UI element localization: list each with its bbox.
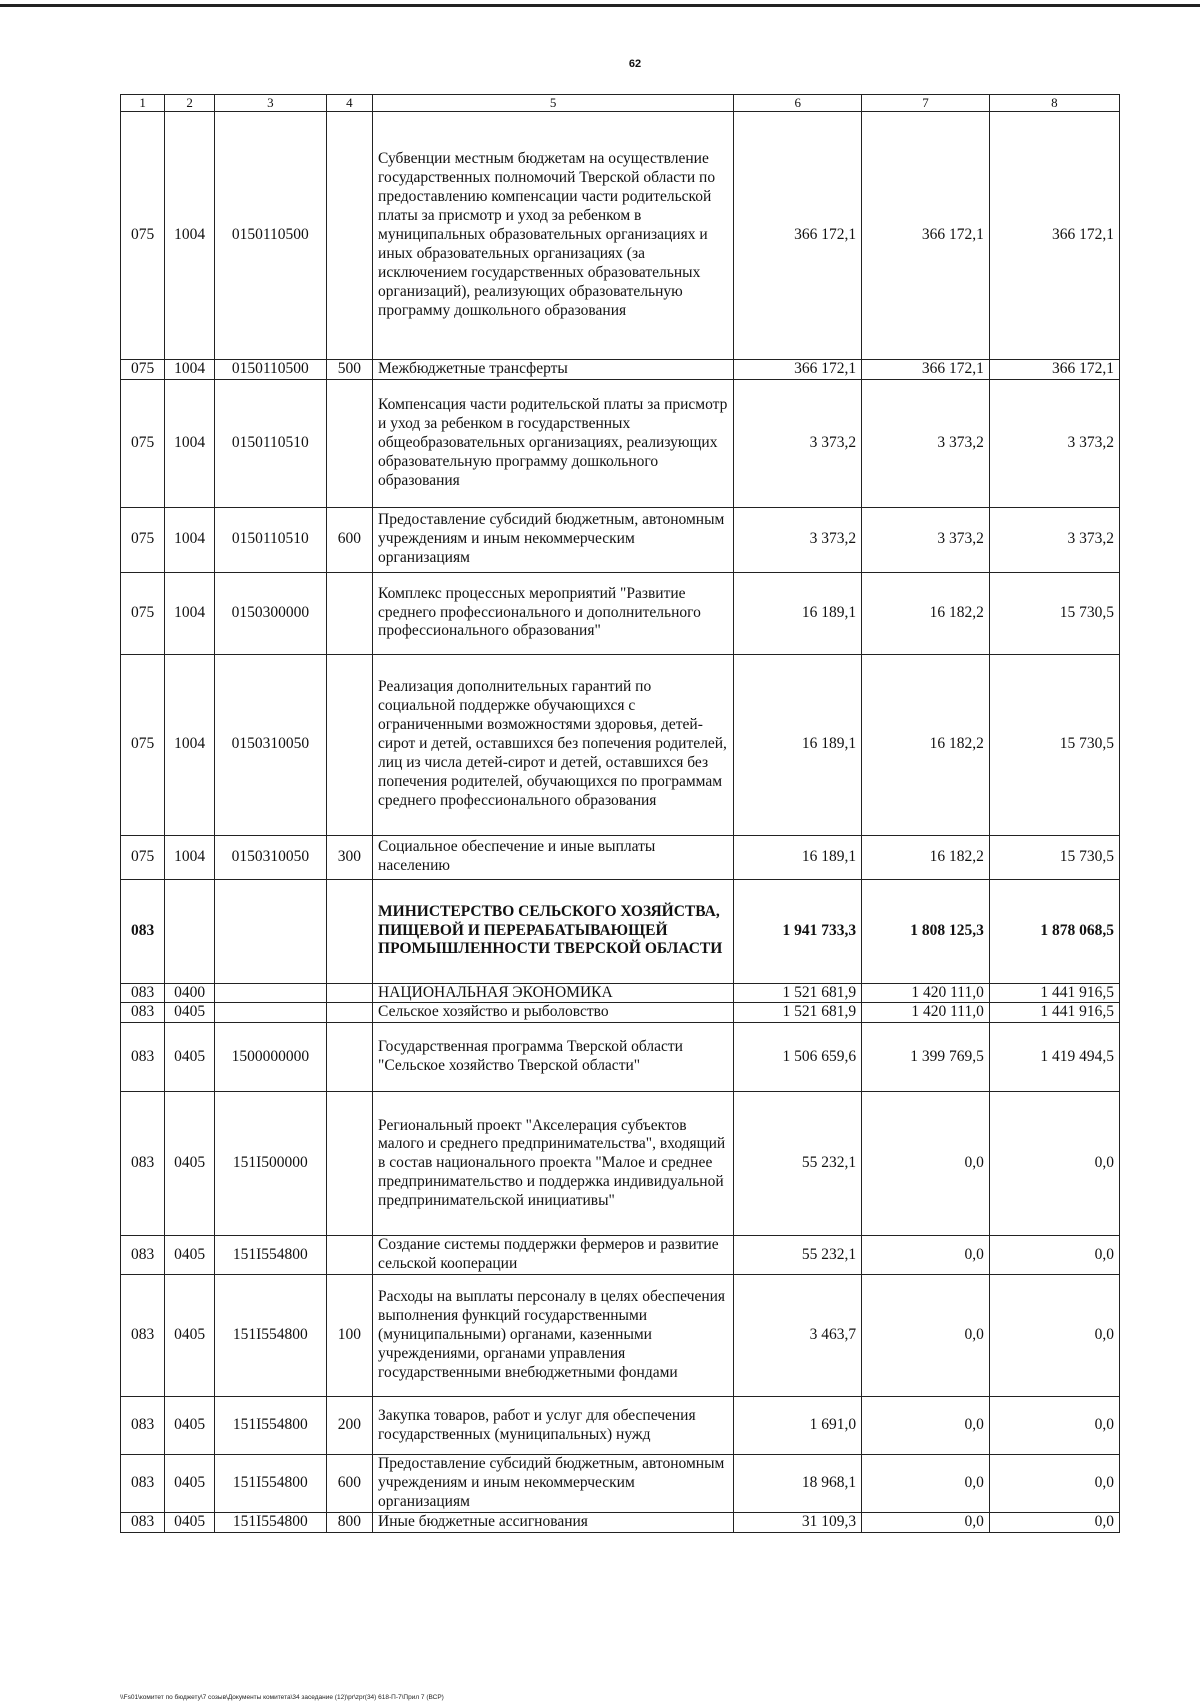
value-year-2: 1 420 111,0: [862, 983, 990, 1003]
admin-code: 083: [121, 983, 165, 1003]
value-year-3: 0,0: [989, 1455, 1119, 1513]
section-code: 1004: [165, 360, 215, 380]
description: Создание системы поддержки фермеров и развитие сельской кооперации: [373, 1236, 734, 1275]
expense-type-code: 500: [326, 360, 372, 380]
description: Иные бюджетные ассигнования: [373, 1512, 734, 1532]
column-number-row: [121, 95, 1120, 112]
value-year-1: 1 941 733,3: [734, 879, 862, 983]
value-year-3: 0,0: [989, 1092, 1119, 1236]
section-code: 0405: [165, 1275, 215, 1397]
description: НАЦИОНАЛЬНАЯ ЭКОНОМИКА: [373, 983, 734, 1003]
value-year-2: 1 399 769,5: [862, 1023, 990, 1092]
value-year-3: 15 730,5: [989, 654, 1119, 835]
section-code: 1004: [165, 835, 215, 879]
description: Межбюджетные трансферты: [373, 360, 734, 380]
expense-type-code: [326, 1092, 372, 1236]
target-article-code: 0150300000: [215, 572, 327, 654]
target-article-code: 1500000000: [215, 1023, 327, 1092]
target-article-code: 151I554800: [215, 1236, 327, 1275]
table-row: [121, 112, 1120, 360]
section-code: 0400: [165, 983, 215, 1003]
admin-code: 083: [121, 1023, 165, 1092]
description: Расходы на выплаты персоналу в целях обеспечения выполнения функций государственными (муниципальными) органами, казенными учреждениями, органами управления государственными внебюджетными фондами: [373, 1275, 734, 1397]
expense-type-code: [326, 1023, 372, 1092]
section-code: 1004: [165, 654, 215, 835]
admin-code: 083: [121, 1397, 165, 1455]
section-code: 1004: [165, 380, 215, 508]
value-year-3: 0,0: [989, 1236, 1119, 1275]
value-year-1: 1 521 681,9: [734, 1003, 862, 1023]
value-year-1: 31 109,3: [734, 1512, 862, 1532]
expense-type-code: [326, 1236, 372, 1275]
target-article-code: [215, 983, 327, 1003]
expense-type-code: [326, 572, 372, 654]
target-article-code: [215, 879, 327, 983]
column-number: 5: [373, 95, 734, 112]
value-year-1: 16 189,1: [734, 835, 862, 879]
value-year-2: 0,0: [862, 1512, 990, 1532]
table-row: [121, 1236, 1120, 1275]
value-year-3: 366 172,1: [989, 360, 1119, 380]
table-row: [121, 1455, 1120, 1513]
expense-type-code: 200: [326, 1397, 372, 1455]
section-code: 0405: [165, 1003, 215, 1023]
value-year-2: 366 172,1: [862, 360, 990, 380]
section-code: 0405: [165, 1092, 215, 1236]
value-year-1: 16 189,1: [734, 654, 862, 835]
description: Комплекс процессных мероприятий "Развитие среднего профессионального и дополнительного профессионального образования": [373, 572, 734, 654]
value-year-2: 16 182,2: [862, 654, 990, 835]
table-row: [121, 835, 1120, 879]
section-code: 0405: [165, 1023, 215, 1092]
admin-code: 083: [121, 1236, 165, 1275]
table-row: [121, 507, 1120, 572]
value-year-2: 3 373,2: [862, 380, 990, 508]
target-article-code: 0150110500: [215, 112, 327, 360]
page-number: 62: [628, 58, 642, 70]
section-code: 1004: [165, 112, 215, 360]
value-year-3: 3 373,2: [989, 380, 1119, 508]
table-row: [121, 983, 1120, 1003]
admin-code: 075: [121, 654, 165, 835]
table-row: [121, 1397, 1120, 1455]
table-row: [121, 654, 1120, 835]
value-year-3: 1 441 916,5: [989, 983, 1119, 1003]
expense-type-code: 600: [326, 1455, 372, 1513]
target-article-code: 0150310050: [215, 654, 327, 835]
target-article-code: 0150310050: [215, 835, 327, 879]
admin-code: 083: [121, 1003, 165, 1023]
scan-top-border: [0, 4, 1200, 7]
description: Предоставление субсидий бюджетным, автономным учреждениям и иным некоммерческим организациям: [373, 507, 734, 572]
description: Предоставление субсидий бюджетным, автономным учреждениям и иным некоммерческим организациям: [373, 1455, 734, 1513]
admin-code: 083: [121, 1512, 165, 1532]
admin-code: 083: [121, 879, 165, 983]
expense-type-code: 300: [326, 835, 372, 879]
description: Региональный проект "Акселерация субъектов малого и среднего предпринимательства", входящий в состав национального проекта "Малое и среднее предпринимательство и поддержка индивидуальной предпринимательской инициативы": [373, 1092, 734, 1236]
value-year-3: 1 441 916,5: [989, 1003, 1119, 1023]
value-year-3: 366 172,1: [989, 112, 1119, 360]
value-year-1: 366 172,1: [734, 360, 862, 380]
value-year-1: 18 968,1: [734, 1455, 862, 1513]
column-number: 8: [989, 95, 1119, 112]
table-row: [121, 572, 1120, 654]
table-row: [121, 879, 1120, 983]
value-year-1: 3 463,7: [734, 1275, 862, 1397]
value-year-2: 0,0: [862, 1397, 990, 1455]
admin-code: 075: [121, 380, 165, 508]
target-article-code: 151I554800: [215, 1397, 327, 1455]
expense-type-code: [326, 1003, 372, 1023]
description: Социальное обеспечение и иные выплаты населению: [373, 835, 734, 879]
value-year-3: 1 419 494,5: [989, 1023, 1119, 1092]
admin-code: 083: [121, 1092, 165, 1236]
section-code: 0405: [165, 1512, 215, 1532]
description: МИНИСТЕРСТВО СЕЛЬСКОГО ХОЗЯЙСТВА, ПИЩЕВОЙ И ПЕРЕРАБАТЫВАЮЩЕЙ ПРОМЫШЛЕННОСТИ ТВЕРСКОЙ ОБЛАСТИ: [373, 879, 734, 983]
table-row: [121, 380, 1120, 508]
admin-code: 075: [121, 507, 165, 572]
expense-type-code: [326, 983, 372, 1003]
column-number: 1: [121, 95, 165, 112]
value-year-1: 3 373,2: [734, 507, 862, 572]
target-article-code: 151I554800: [215, 1512, 327, 1532]
value-year-2: 0,0: [862, 1275, 990, 1397]
expense-type-code: [326, 380, 372, 508]
target-article-code: 0150110510: [215, 380, 327, 508]
value-year-1: 1 521 681,9: [734, 983, 862, 1003]
table-row: [121, 1275, 1120, 1397]
target-article-code: 0150110510: [215, 507, 327, 572]
expense-type-code: [326, 654, 372, 835]
expense-type-code: 600: [326, 507, 372, 572]
description: Компенсация части родительской платы за присмотр и уход за ребенком в государственных общеобразовательных организациях, реализующих образовательную программу дошкольного образования: [373, 380, 734, 508]
value-year-1: 3 373,2: [734, 380, 862, 508]
target-article-code: 0150110500: [215, 360, 327, 380]
column-number: 4: [326, 95, 372, 112]
value-year-2: 0,0: [862, 1092, 990, 1236]
section-code: 1004: [165, 572, 215, 654]
table-row: [121, 360, 1120, 380]
section-code: 0405: [165, 1236, 215, 1275]
value-year-2: 0,0: [862, 1236, 990, 1275]
description: Государственная программа Тверской области "Сельское хозяйство Тверской области": [373, 1023, 734, 1092]
column-number: 6: [734, 95, 862, 112]
column-number: 3: [215, 95, 327, 112]
description: Сельское хозяйство и рыболовство: [373, 1003, 734, 1023]
budget-table: [120, 94, 1120, 1533]
section-code: 0405: [165, 1455, 215, 1513]
value-year-1: 16 189,1: [734, 572, 862, 654]
description: Реализация дополнительных гарантий по социальной поддержке обучающихся с ограниченными возможностями здоровья, детей-сирот и детей, оставшихся без попечения родителей, лиц из числа детей-сирот и детей, оставшихся без попечения родителей, обучающихся по программам среднего профессионального образования: [373, 654, 734, 835]
value-year-2: 16 182,2: [862, 572, 990, 654]
table-row: [121, 1092, 1120, 1236]
description: Закупка товаров, работ и услуг для обеспечения государственных (муниципальных) нужд: [373, 1397, 734, 1455]
section-code: 1004: [165, 507, 215, 572]
value-year-2: 16 182,2: [862, 835, 990, 879]
value-year-1: 1 691,0: [734, 1397, 862, 1455]
table-row: [121, 1003, 1120, 1023]
value-year-1: 55 232,1: [734, 1092, 862, 1236]
admin-code: 083: [121, 1275, 165, 1397]
expense-type-code: 800: [326, 1512, 372, 1532]
value-year-2: 0,0: [862, 1455, 990, 1513]
value-year-1: 55 232,1: [734, 1236, 862, 1275]
value-year-1: 366 172,1: [734, 112, 862, 360]
target-article-code: [215, 1003, 327, 1023]
admin-code: 075: [121, 835, 165, 879]
admin-code: 075: [121, 112, 165, 360]
value-year-3: 1 878 068,5: [989, 879, 1119, 983]
value-year-1: 1 506 659,6: [734, 1023, 862, 1092]
value-year-3: 3 373,2: [989, 507, 1119, 572]
admin-code: 083: [121, 1455, 165, 1513]
value-year-3: 0,0: [989, 1275, 1119, 1397]
column-number: 7: [862, 95, 990, 112]
target-article-code: 151I500000: [215, 1092, 327, 1236]
value-year-2: 366 172,1: [862, 112, 990, 360]
file-path-footer: \\Fs01\комитет по бюджету\7 созыв\Документы комитета\34 заседание (12)\pr\zpr(34) 618-П-7\Прил 7 (ВСР): [120, 1694, 444, 1701]
table-row: [121, 1512, 1120, 1532]
admin-code: 075: [121, 572, 165, 654]
expense-type-code: [326, 879, 372, 983]
expense-type-code: 100: [326, 1275, 372, 1397]
value-year-3: 15 730,5: [989, 835, 1119, 879]
section-code: [165, 879, 215, 983]
section-code: 0405: [165, 1397, 215, 1455]
admin-code: 075: [121, 360, 165, 380]
value-year-3: 0,0: [989, 1512, 1119, 1532]
table-row: [121, 1023, 1120, 1092]
expense-type-code: [326, 112, 372, 360]
value-year-2: 3 373,2: [862, 507, 990, 572]
value-year-2: 1 420 111,0: [862, 1003, 990, 1023]
value-year-3: 0,0: [989, 1397, 1119, 1455]
target-article-code: 151I554800: [215, 1455, 327, 1513]
value-year-2: 1 808 125,3: [862, 879, 990, 983]
description: Субвенции местным бюджетам на осуществление государственных полномочий Тверской области по предоставлению компенсации части родительской платы за присмотр и уход за ребенком в муниципальных образовательных организациях и иных образовательных организациях (за исключением государственных образовательных организаций), реализующих образовательную программу дошкольного образования: [373, 112, 734, 360]
target-article-code: 151I554800: [215, 1275, 327, 1397]
value-year-3: 15 730,5: [989, 572, 1119, 654]
column-number: 2: [165, 95, 215, 112]
